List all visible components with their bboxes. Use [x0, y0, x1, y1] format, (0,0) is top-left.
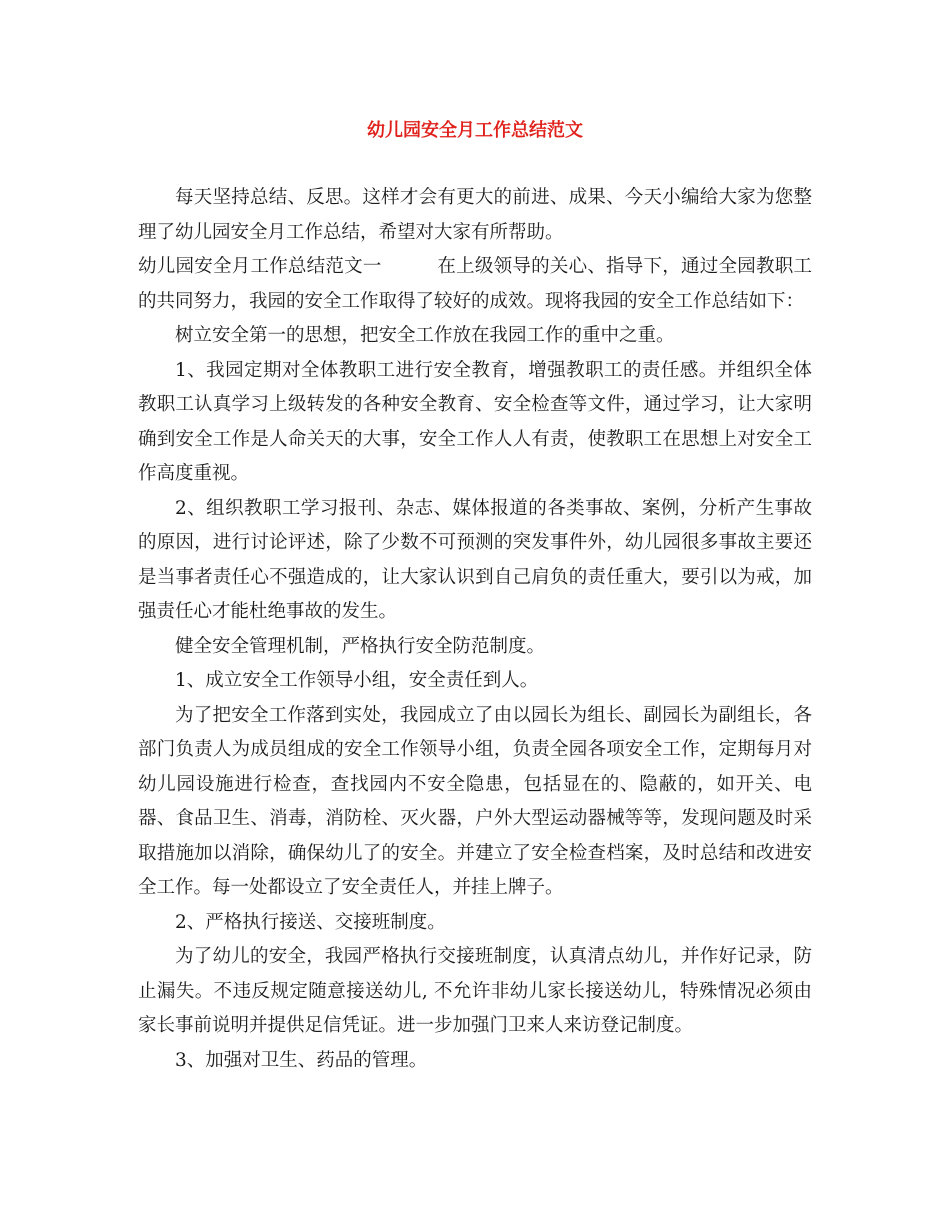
body-paragraph: 3、加强对卫生、药品的管理。 [175, 1049, 428, 1071]
document-title: 幼儿园安全月工作总结范文 [367, 120, 583, 141]
body-paragraph: 1、我园定期对全体教职工进行安全教育，增强教职工的责任感。并组织全体教职工认真学习上级转发的各种安全教育、安全检查等文件，通过学习，让大家明确到安全工作是人命关天的大事，安全工作人人有责，使教职工在思想上对安全工作高度重视。 [138, 359, 812, 485]
body-paragraph: 树立安全第一的思想，把安全工作放在我园工作的重中之重。 [175, 325, 675, 347]
body-paragraph: 2、严格执行接送、交接班制度。 [175, 911, 446, 933]
body-paragraph: 为了幼儿的安全，我园严格执行交接班制度，认真清点幼儿，并作好记录，防止漏失。不违反规定随意接送幼儿, 不允许非幼儿家长接送幼儿，特殊情况必须由家长事前说明并提供足信凭证。进一步加强门卫来人来访登记制度。 [138, 946, 812, 1037]
section-paragraph [138, 250, 812, 319]
intro-paragraph: 每天坚持总结、反思。这样才会有更大的前进、成果、今天小编给大家为您整理了幼儿园安全月工作总结，希望对大家有所帮助。 [138, 187, 812, 243]
body-paragraph: 2、组织教职工学习报刊、杂志、媒体报道的各类事故、案例，分析产生事故的原因，进行讨论评述，除了少数不可预测的突发事件外，幼儿园很多事故主要还是当事者责任心不强造成的，让大家认识到自己肩负的责任重大，要引以为戒，加强责任心才能杜绝事故的发生。 [138, 497, 812, 623]
section-lead: 在上级领导的关心、指导下，通过全园教职工的共同努力，我园的安全工作取得了较好的成效。现将我园的安全工作总结如下： [138, 256, 812, 312]
body-paragraph: 为了把安全工作落到实处，我园成立了由以园长为组长、副园长为副组长，各部门负责人为成员组成的安全工作领导小组，负责全园各项安全工作，定期每月对幼儿园设施进行检查，查找园内不安全隐患，包括显在的、隐蔽的，如开关、电器、食品卫生、消毒，消防栓、灭火器，户外大型运动器械等等，发现问题及时采取措施加以消除，确保幼儿了的安全。并建立了安全检查档案，及时总结和改进安全工作。每一处都设立了安全责任人，并挂上牌子。 [138, 704, 812, 899]
body-paragraph: 1、成立安全工作领导小组，安全责任到人。 [175, 670, 539, 692]
section-heading: 幼儿园安全月工作总结范文一 [138, 256, 382, 278]
document-body [138, 181, 812, 1078]
body-paragraph: 健全安全管理机制，严格执行安全防范制度。 [175, 635, 546, 657]
